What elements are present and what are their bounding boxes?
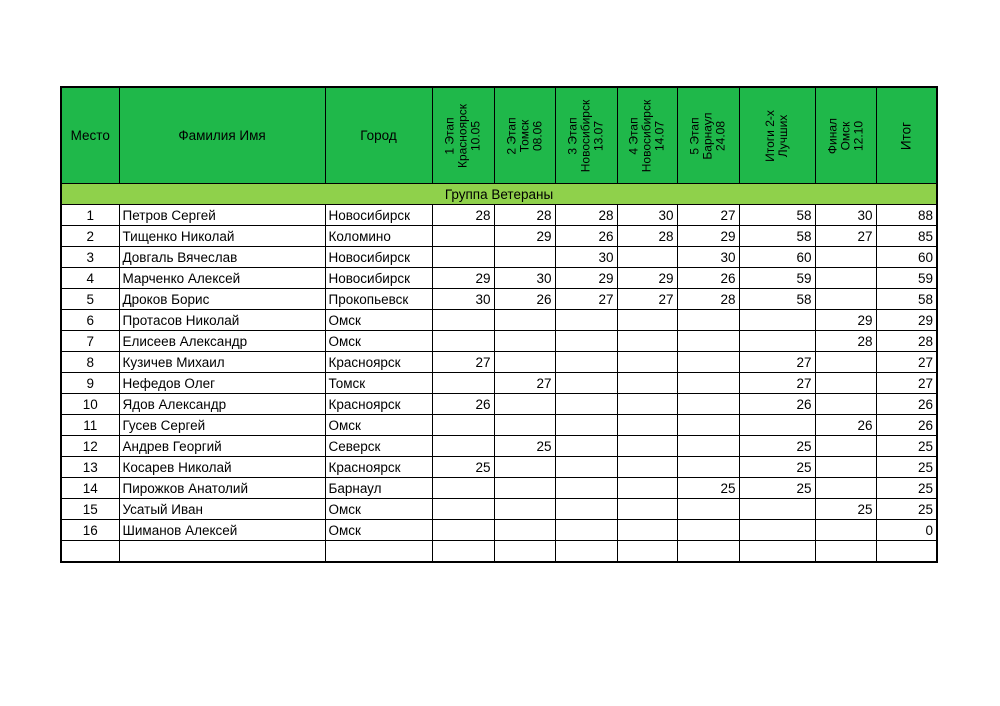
group-row	[61, 184, 937, 205]
table-row	[61, 205, 937, 226]
table-row	[61, 247, 937, 268]
table-cell	[432, 436, 494, 457]
table-cell	[555, 436, 617, 457]
table-cell: 27	[677, 205, 739, 226]
table-row	[61, 331, 937, 352]
table-cell	[677, 457, 739, 478]
table-cell	[617, 478, 677, 499]
table-cell: Коломино	[325, 226, 432, 247]
table-cell: 13	[61, 457, 119, 478]
table-cell	[815, 478, 876, 499]
table-cell	[432, 478, 494, 499]
header-row	[61, 87, 937, 184]
table-cell: 25	[739, 478, 815, 499]
group-title: Группа Ветераны	[61, 184, 937, 205]
table-cell	[432, 247, 494, 268]
table-cell	[494, 415, 555, 436]
table-cell: 58	[739, 289, 815, 310]
table-cell	[617, 520, 677, 541]
table-cell	[815, 394, 876, 415]
table-cell: 59	[739, 268, 815, 289]
table-cell	[432, 373, 494, 394]
table-cell	[617, 499, 677, 520]
table-cell: Шиманов Алексей	[119, 520, 325, 541]
table-cell: 25	[876, 436, 937, 457]
table-cell	[432, 499, 494, 520]
table-cell: 16	[61, 520, 119, 541]
table-row	[61, 478, 937, 499]
table-cell	[815, 289, 876, 310]
table-cell: 28	[876, 331, 937, 352]
table-cell: 25	[876, 478, 937, 499]
table-cell: 27	[432, 352, 494, 373]
table-cell	[677, 415, 739, 436]
table-cell	[494, 499, 555, 520]
table-cell	[815, 373, 876, 394]
table-cell: Марченко Алексей	[119, 268, 325, 289]
table-cell	[739, 310, 815, 331]
header-final: Финал Омск 12.10	[815, 87, 876, 184]
table-cell	[555, 520, 617, 541]
table-cell: Омск	[325, 331, 432, 352]
table-cell	[555, 373, 617, 394]
table-cell	[555, 457, 617, 478]
table-cell: 27	[739, 352, 815, 373]
table-cell: 30	[677, 247, 739, 268]
table-cell: 28	[555, 205, 617, 226]
table-cell: 58	[876, 289, 937, 310]
table-cell: 27	[739, 373, 815, 394]
table-cell: 88	[876, 205, 937, 226]
table-cell: Усатый Иван	[119, 499, 325, 520]
table-cell	[739, 415, 815, 436]
table-cell: Нефедов Олег	[119, 373, 325, 394]
table-cell	[494, 352, 555, 373]
table-cell: 26	[432, 394, 494, 415]
table-cell: 5	[61, 289, 119, 310]
table-cell: Омск	[325, 520, 432, 541]
table-cell	[815, 520, 876, 541]
table-cell: 27	[494, 373, 555, 394]
table-cell: 25	[494, 436, 555, 457]
empty-cell	[119, 541, 325, 563]
table-cell	[677, 394, 739, 415]
table-cell: 27	[876, 352, 937, 373]
table-cell: 29	[555, 268, 617, 289]
table-cell: Пирожков Анатолий	[119, 478, 325, 499]
table-cell: 28	[617, 226, 677, 247]
table-cell: 30	[432, 289, 494, 310]
table-cell: 8	[61, 352, 119, 373]
table-cell: 12	[61, 436, 119, 457]
table-cell	[739, 499, 815, 520]
table-cell	[494, 457, 555, 478]
table-cell	[432, 331, 494, 352]
table-row	[61, 520, 937, 541]
table-cell: 10	[61, 394, 119, 415]
table-cell: 3	[61, 247, 119, 268]
table-cell: 29	[677, 226, 739, 247]
table-cell: 27	[876, 373, 937, 394]
empty-cell	[739, 541, 815, 563]
table-cell: 26	[739, 394, 815, 415]
table-cell: 25	[677, 478, 739, 499]
table-cell: Северск	[325, 436, 432, 457]
table-cell: Омск	[325, 415, 432, 436]
table-row	[61, 268, 937, 289]
table-cell: 29	[494, 226, 555, 247]
table-cell	[555, 352, 617, 373]
table-cell	[432, 310, 494, 331]
header-best2: Итоги 2-х Лучших	[739, 87, 815, 184]
header-stage4: 4 Этап Новосибирск 14.07	[617, 87, 677, 184]
table-cell: 6	[61, 310, 119, 331]
table-cell: Кузичев Михаил	[119, 352, 325, 373]
table-cell: 26	[555, 226, 617, 247]
table-cell: 1	[61, 205, 119, 226]
table-cell	[617, 457, 677, 478]
table-cell: 11	[61, 415, 119, 436]
table-cell: 28	[677, 289, 739, 310]
empty-cell	[494, 541, 555, 563]
table-cell	[555, 310, 617, 331]
table-cell	[555, 394, 617, 415]
empty-cell	[555, 541, 617, 563]
table-cell: 30	[494, 268, 555, 289]
table-cell: Андрев Георгий	[119, 436, 325, 457]
table-cell	[617, 436, 677, 457]
table-cell: 28	[432, 205, 494, 226]
table-cell: Новосибирск	[325, 268, 432, 289]
table-cell: 27	[815, 226, 876, 247]
empty-cell	[325, 541, 432, 563]
table-cell	[677, 520, 739, 541]
header-stage1: 1 Этап Красноярск 10.05	[432, 87, 494, 184]
table-cell	[815, 268, 876, 289]
empty-cell	[432, 541, 494, 563]
table-cell	[617, 373, 677, 394]
table-cell: 58	[739, 205, 815, 226]
table-row	[61, 415, 937, 436]
table-cell: 7	[61, 331, 119, 352]
empty-cell	[815, 541, 876, 563]
table-cell	[494, 331, 555, 352]
table-cell: Довгаль Вячеслав	[119, 247, 325, 268]
table-cell: 25	[815, 499, 876, 520]
table-cell: Гусев Сергей	[119, 415, 325, 436]
header-city: Город	[325, 87, 432, 184]
table-cell	[494, 478, 555, 499]
table-cell: Новосибирск	[325, 205, 432, 226]
table-cell	[815, 352, 876, 373]
header-name: Фамилия Имя	[119, 87, 325, 184]
table-cell	[677, 436, 739, 457]
table-cell: 58	[739, 226, 815, 247]
table-cell: 30	[555, 247, 617, 268]
header-total: Итог	[876, 87, 937, 184]
table-row	[61, 352, 937, 373]
table-cell: Красноярск	[325, 457, 432, 478]
table-cell: 85	[876, 226, 937, 247]
table-row	[61, 394, 937, 415]
table-cell: Новосибирск	[325, 247, 432, 268]
table-cell: 27	[617, 289, 677, 310]
table-cell	[494, 520, 555, 541]
table-cell	[677, 499, 739, 520]
table-cell: 29	[617, 268, 677, 289]
table-cell	[815, 247, 876, 268]
table-cell: Омск	[325, 310, 432, 331]
table-row	[61, 289, 937, 310]
table-cell	[815, 436, 876, 457]
header-stage5: 5 Этап Барнаул 24.08	[677, 87, 739, 184]
table-cell	[739, 520, 815, 541]
table-cell	[494, 394, 555, 415]
table-cell: 26	[815, 415, 876, 436]
table-cell	[432, 520, 494, 541]
table-cell	[739, 331, 815, 352]
table-cell: 25	[876, 499, 937, 520]
table-cell	[617, 310, 677, 331]
table-cell: 25	[739, 457, 815, 478]
table-cell: Красноярск	[325, 352, 432, 373]
table-cell: 15	[61, 499, 119, 520]
table-cell: 4	[61, 268, 119, 289]
table-cell	[617, 352, 677, 373]
table-cell	[617, 331, 677, 352]
empty-cell	[876, 541, 937, 563]
table-cell: 26	[876, 394, 937, 415]
table-cell: 25	[739, 436, 815, 457]
header-stage3: 3 Этап Новосибирск 13.07	[555, 87, 617, 184]
empty-cell	[617, 541, 677, 563]
table-cell	[617, 415, 677, 436]
table-cell	[555, 478, 617, 499]
table-cell: 27	[555, 289, 617, 310]
empty-cell	[61, 541, 119, 563]
table-cell	[677, 373, 739, 394]
table-cell: Протасов Николай	[119, 310, 325, 331]
table-cell: 14	[61, 478, 119, 499]
table-cell: Тищенко Николай	[119, 226, 325, 247]
table-cell	[555, 331, 617, 352]
results-table	[60, 86, 938, 563]
table-cell: 30	[617, 205, 677, 226]
table-row	[61, 310, 937, 331]
table-cell	[677, 352, 739, 373]
table-cell	[677, 331, 739, 352]
table-cell: 29	[432, 268, 494, 289]
table-cell: 28	[494, 205, 555, 226]
table-cell	[617, 247, 677, 268]
table-row	[61, 436, 937, 457]
table-cell: 28	[815, 331, 876, 352]
table-cell: 60	[876, 247, 937, 268]
table-cell	[432, 226, 494, 247]
table-cell	[494, 310, 555, 331]
table-cell	[555, 499, 617, 520]
table-cell: Дроков Борис	[119, 289, 325, 310]
table-cell: Барнаул	[325, 478, 432, 499]
header-stage2: 2 Этап Томск 08.06	[494, 87, 555, 184]
table-cell: Петров Сергей	[119, 205, 325, 226]
table-cell: Томск	[325, 373, 432, 394]
table-cell: Елисеев Александр	[119, 331, 325, 352]
table-row	[61, 457, 937, 478]
table-cell: 0	[876, 520, 937, 541]
table-cell: 29	[876, 310, 937, 331]
table-cell	[617, 394, 677, 415]
table-cell: 9	[61, 373, 119, 394]
table-cell: 26	[876, 415, 937, 436]
table-cell: 2	[61, 226, 119, 247]
empty-row	[61, 541, 937, 563]
table-cell	[815, 457, 876, 478]
table-cell	[432, 415, 494, 436]
table-cell: Красноярск	[325, 394, 432, 415]
table-cell	[677, 310, 739, 331]
table-row	[61, 373, 937, 394]
header-place: Место	[61, 87, 119, 184]
table-cell: Ядов Александр	[119, 394, 325, 415]
empty-cell	[677, 541, 739, 563]
table-cell	[494, 247, 555, 268]
table-cell: 29	[815, 310, 876, 331]
table-row	[61, 226, 937, 247]
table-cell: 25	[876, 457, 937, 478]
table-cell: Косарев Николай	[119, 457, 325, 478]
table-cell: 25	[432, 457, 494, 478]
table-cell	[555, 415, 617, 436]
table-cell: 30	[815, 205, 876, 226]
table-cell: 60	[739, 247, 815, 268]
results-sheet	[60, 86, 936, 571]
table-cell: Омск	[325, 499, 432, 520]
table-cell: Прокопьевск	[325, 289, 432, 310]
table-cell: 59	[876, 268, 937, 289]
table-cell: 26	[494, 289, 555, 310]
table-row	[61, 499, 937, 520]
table-cell: 26	[677, 268, 739, 289]
